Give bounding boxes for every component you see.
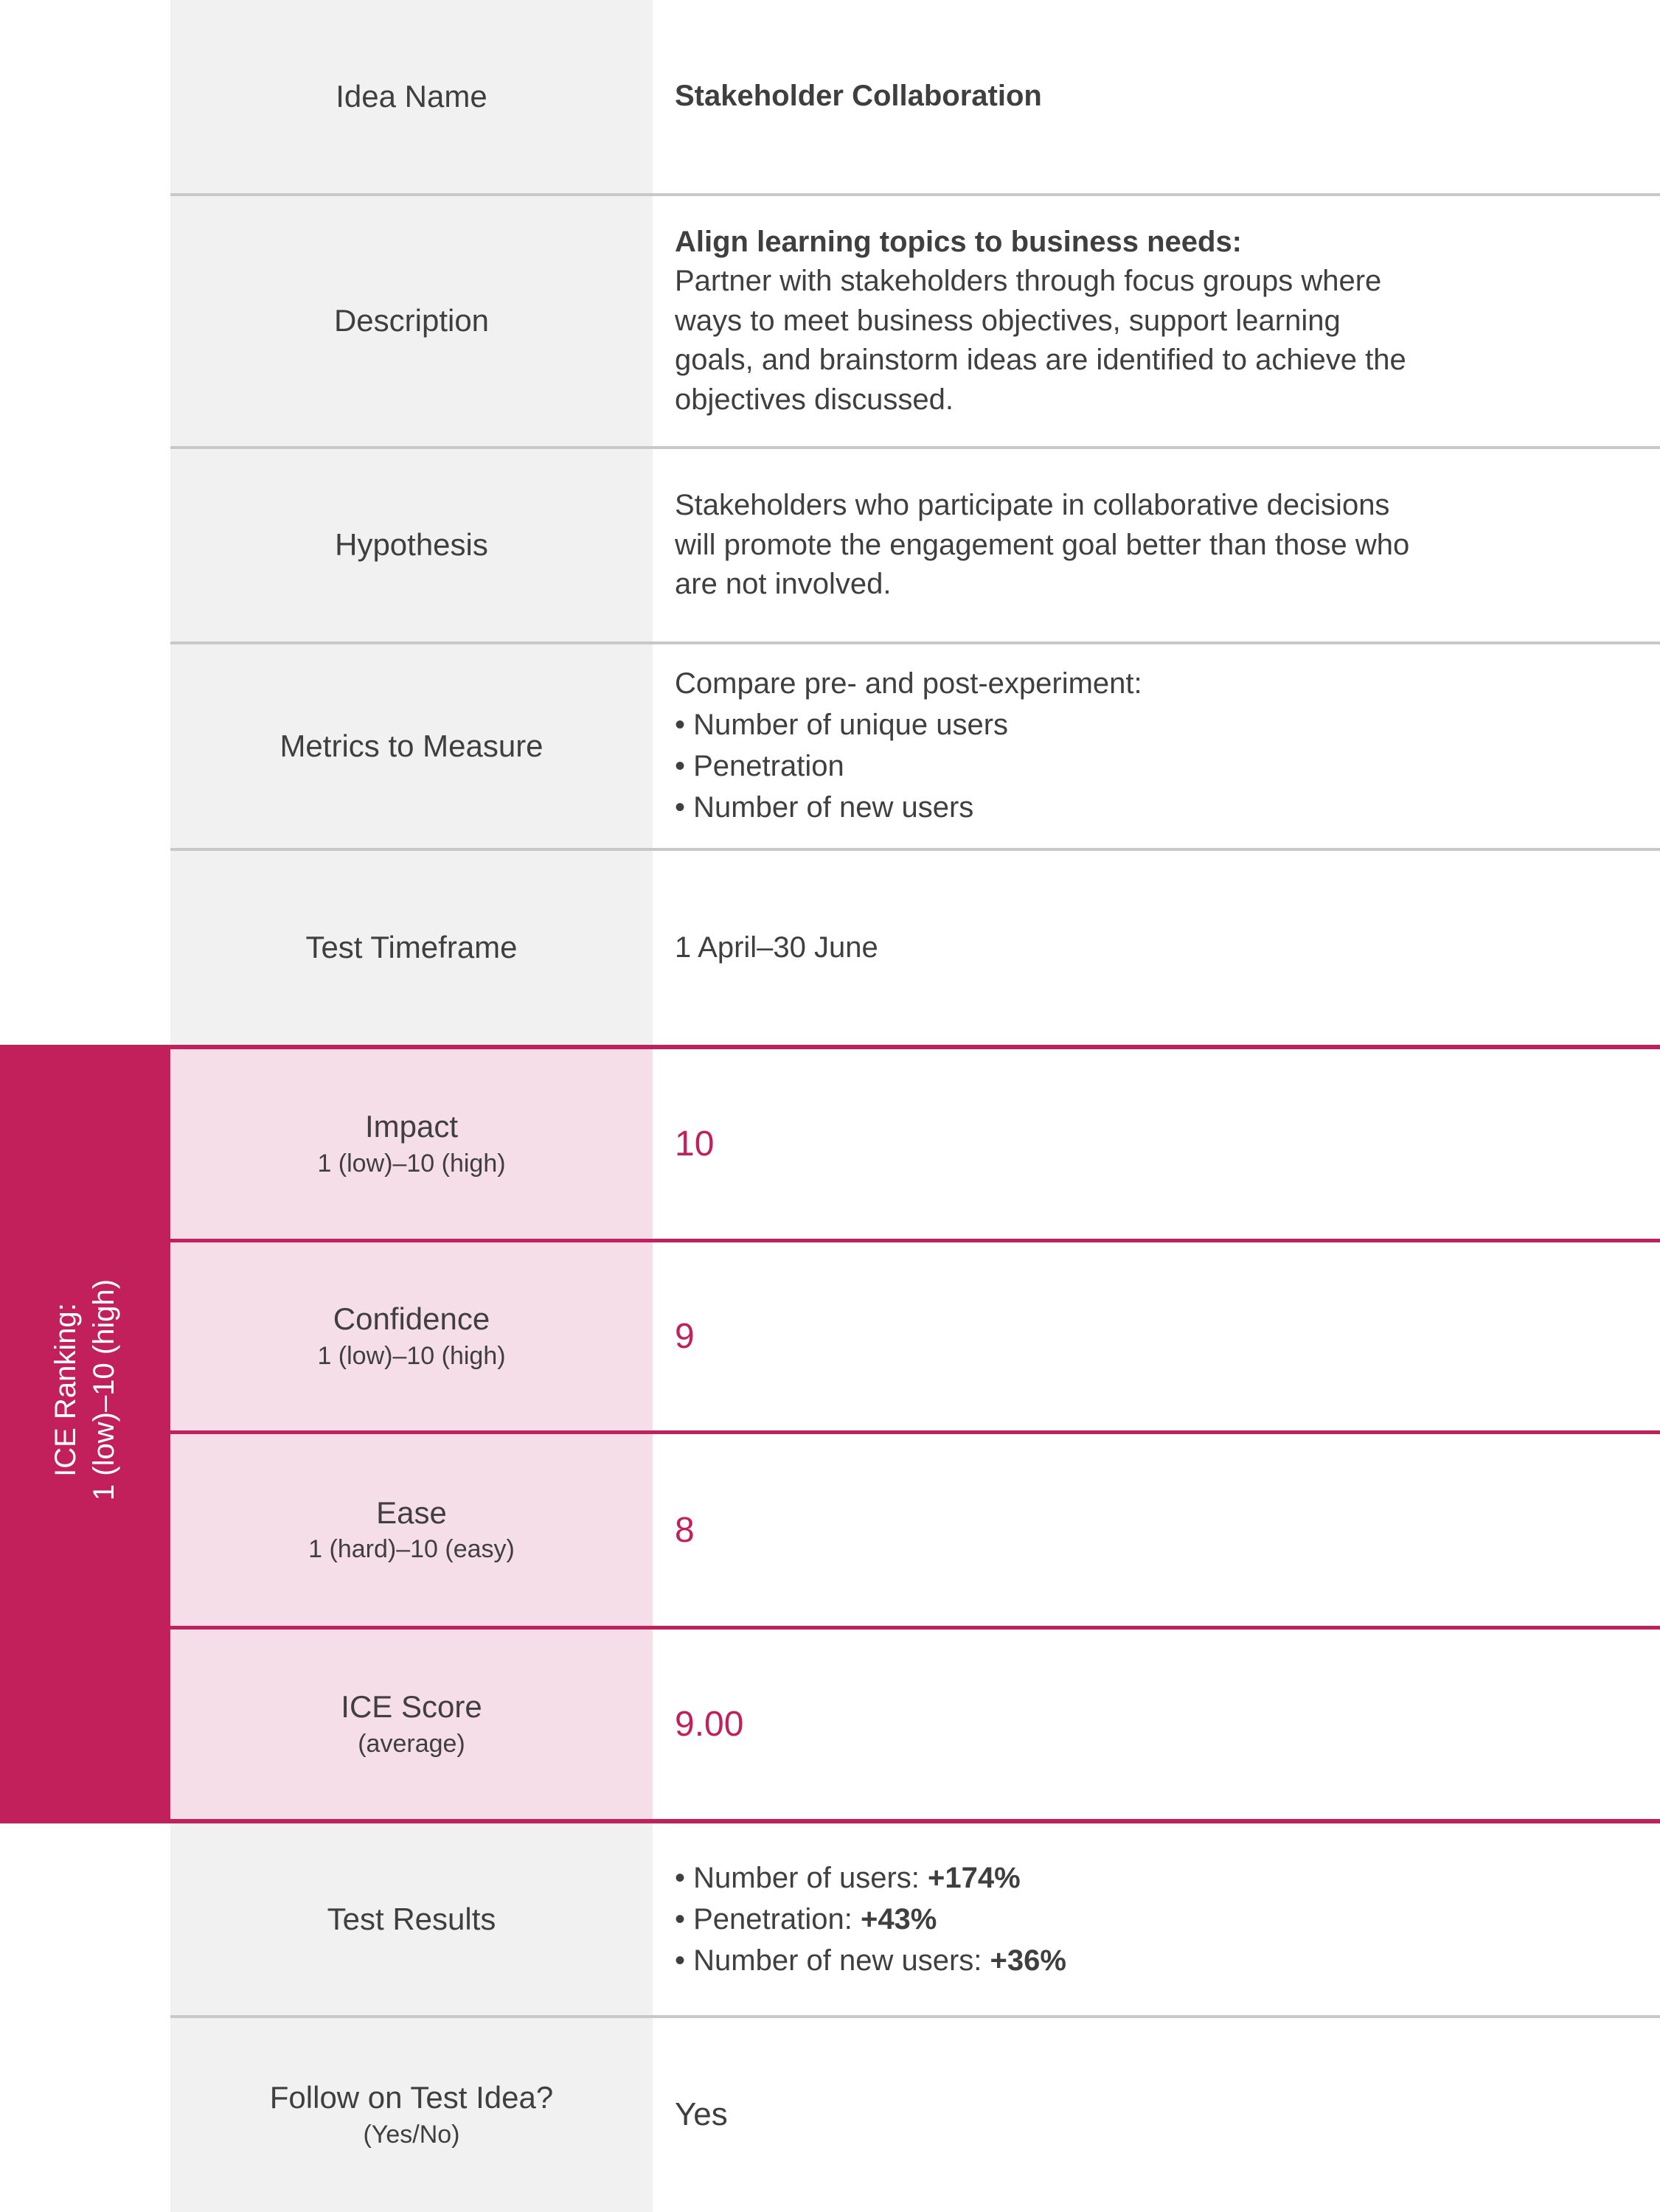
idea-name-value-cell bbox=[653, 0, 1660, 193]
metrics-bullet-list bbox=[675, 704, 1008, 828]
ease-value-cell bbox=[653, 1430, 1660, 1626]
idea-name-value: Stakeholder Collaboration bbox=[675, 80, 1042, 113]
test-results-bullet-1 bbox=[675, 1857, 1066, 1899]
test-results-value-cell bbox=[653, 1823, 1660, 2015]
test-results-metric-3: Number of new users: bbox=[693, 1944, 990, 1977]
impact-value-cell bbox=[653, 1045, 1660, 1239]
test-results-bullet-list bbox=[675, 1857, 1066, 1981]
hypothesis-label-cell bbox=[170, 446, 653, 641]
confidence-value: 9 bbox=[675, 1317, 695, 1356]
hypothesis-label: Hypothesis bbox=[335, 527, 488, 563]
follow-on-value-cell bbox=[653, 2015, 1660, 2212]
confidence-label-cell bbox=[170, 1239, 653, 1430]
description-value-heading: Align learning topics to business needs: bbox=[675, 225, 1243, 258]
ice-score-value-cell bbox=[653, 1626, 1660, 1823]
confidence-label: Confidence bbox=[333, 1301, 490, 1337]
metrics-label: Metrics to Measure bbox=[279, 728, 544, 763]
description-label-cell bbox=[170, 193, 653, 446]
test-results-label-cell bbox=[170, 1823, 653, 2015]
test-results-label: Test Results bbox=[327, 1901, 496, 1936]
impact-label: Impact bbox=[364, 1109, 459, 1144]
metrics-intro: Compare pre- and post-experiment: bbox=[675, 667, 1142, 700]
hypothesis-value-cell bbox=[653, 446, 1660, 641]
metrics-bullet-2: • Penetration bbox=[675, 745, 1008, 787]
ease-label-cell bbox=[170, 1430, 653, 1626]
ice-ranking-sidebar-text bbox=[47, 1279, 124, 1500]
timeframe-label: Test Timeframe bbox=[305, 930, 518, 965]
follow-on-sublabel: (Yes/No) bbox=[363, 2120, 460, 2149]
follow-on-value: Yes bbox=[675, 2096, 728, 2133]
test-results-value-2: +43% bbox=[860, 1903, 937, 1935]
description-label: Description bbox=[333, 303, 490, 338]
idea-name-label-cell bbox=[170, 0, 653, 193]
ice-score-sublabel: (average) bbox=[358, 1729, 465, 1758]
ease-value: 8 bbox=[675, 1510, 695, 1550]
test-results-metric-1: Number of users: bbox=[693, 1862, 928, 1894]
test-results-value-3: +36% bbox=[990, 1944, 1066, 1977]
ice-ranking-sidebar-line2: 1 (low)–10 (high) bbox=[88, 1279, 121, 1501]
test-results-bullet-3 bbox=[675, 1940, 1066, 1981]
ice-ranking-sidebar bbox=[0, 1045, 170, 1823]
confidence-value-cell bbox=[653, 1239, 1660, 1430]
impact-label-cell bbox=[170, 1045, 653, 1239]
idea-name-label: Idea Name bbox=[336, 78, 487, 114]
timeframe-label-cell bbox=[170, 848, 653, 1045]
test-results-metric-2: Penetration: bbox=[693, 1903, 861, 1935]
ice-ranking-sidebar-line1: ICE Ranking: bbox=[49, 1303, 83, 1477]
metrics-value-cell bbox=[653, 641, 1660, 848]
test-results-bullet-2 bbox=[675, 1899, 1066, 1940]
impact-sublabel: 1 (low)–10 (high) bbox=[317, 1149, 506, 1178]
description-value-cell bbox=[653, 193, 1660, 446]
ice-score-value: 9.00 bbox=[675, 1705, 744, 1744]
follow-on-label-cell bbox=[170, 2015, 653, 2212]
description-value-body: Partner with stakeholders through focus groups where ways to meet business objectives, support learning goals, and brainstorm ideas are identified to achieve the objectives discussed. bbox=[675, 265, 1406, 416]
impact-value: 10 bbox=[675, 1124, 715, 1164]
metrics-bullet-1: • Number of unique users bbox=[675, 704, 1008, 745]
metrics-bullet-3: • Number of new users bbox=[675, 787, 1008, 828]
metrics-label-cell bbox=[170, 641, 653, 848]
ease-sublabel: 1 (hard)–10 (easy) bbox=[308, 1535, 515, 1564]
timeframe-value-cell bbox=[653, 848, 1660, 1045]
follow-on-label: Follow on Test Idea? bbox=[269, 2080, 554, 2115]
confidence-sublabel: 1 (low)–10 (high) bbox=[317, 1341, 506, 1370]
test-results-value-1: +174% bbox=[928, 1862, 1021, 1894]
ice-score-label: ICE Score bbox=[341, 1689, 482, 1725]
ice-score-label-cell bbox=[170, 1626, 653, 1823]
hypothesis-value: Stakeholders who participate in collaborative decisions will promote the engagement goal better than those who are not involved. bbox=[675, 489, 1410, 601]
ease-label: Ease bbox=[376, 1495, 447, 1530]
timeframe-value: 1 April–30 June bbox=[675, 931, 878, 964]
